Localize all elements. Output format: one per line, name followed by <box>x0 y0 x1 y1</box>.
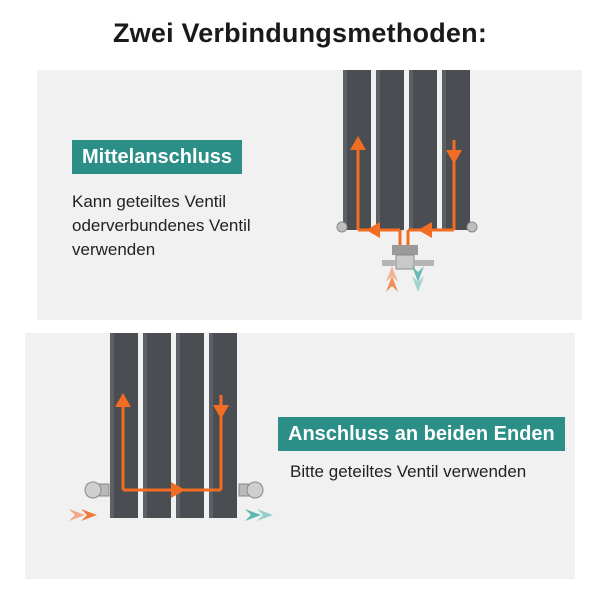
description-line: Bitte geteiltes Ventil verwenden <box>290 462 527 481</box>
inflow-chevron-icon <box>69 509 97 521</box>
method-description-middle <box>72 190 312 262</box>
side-plug-left-icon <box>337 222 347 232</box>
method-badge-middle: Mittelanschluss <box>72 140 242 174</box>
valve-right-icon <box>239 482 263 498</box>
valve-icon <box>382 245 434 269</box>
radiator-both-ends-illustration <box>65 333 275 533</box>
inflow-chevron-icon <box>386 266 398 292</box>
description-line: verwenden <box>72 240 156 259</box>
outflow-chevron-icon <box>412 266 424 292</box>
outflow-chevron-icon <box>245 509 273 521</box>
valve-left-icon <box>85 482 109 498</box>
radiator-middle-connection-illustration <box>330 70 480 295</box>
method-badge-both-ends: Anschluss an beiden Enden <box>278 417 565 451</box>
description-line: oderverbundenes Ventil <box>72 216 251 235</box>
method-description-both-ends <box>290 460 580 484</box>
description-line: Kann geteiltes Ventil <box>72 192 227 211</box>
page-title: Zwei Verbindungsmethoden: <box>112 18 488 48</box>
side-plug-right-icon <box>467 222 477 232</box>
